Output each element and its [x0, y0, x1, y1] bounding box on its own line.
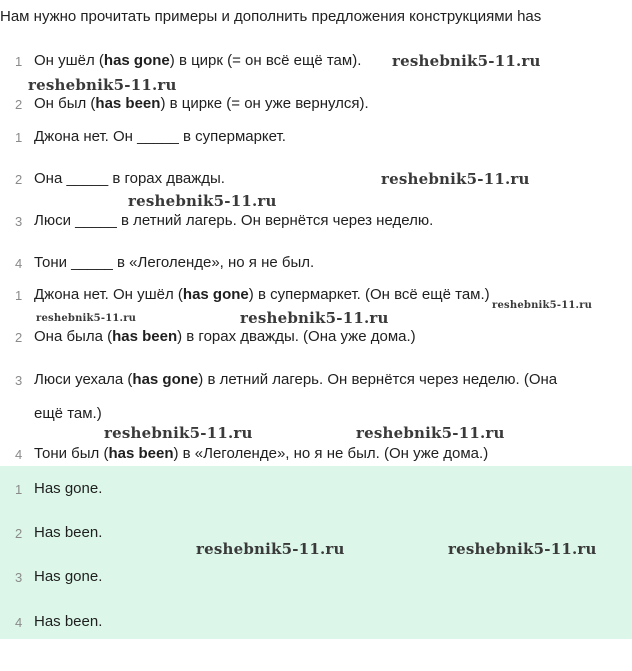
- answer-text: Has been.: [34, 613, 103, 630]
- task-text: Люси _____ в летний лагерь. Он вернётся через неделю.: [34, 212, 434, 229]
- example-number: 2: [15, 97, 23, 112]
- solution-text-continued: ещё там.): [34, 405, 102, 422]
- watermark: reshebnik5-11.ru: [492, 300, 593, 311]
- answer-text: Has gone.: [34, 568, 103, 585]
- solution-number: 2: [15, 330, 23, 345]
- watermark: reshebnik5-11.ru: [240, 309, 389, 327]
- task-text: Джона нет. Он _____ в супермаркет.: [34, 128, 286, 145]
- solution-text: Джона нет. Он ушёл (has gone) в супермаркет. (Он всё ещё там.): [34, 286, 490, 303]
- watermark: reshebnik5-11.ru: [356, 424, 505, 442]
- example-text: Он ушёл (has gone) в цирк (= он всё ещё там).: [34, 52, 362, 69]
- watermark: reshebnik5-11.ru: [196, 540, 345, 558]
- watermark: reshebnik5-11.ru: [128, 192, 277, 210]
- task-number: 3: [15, 214, 23, 229]
- solution-text: Она была (has been) в горах дважды. (Она уже дома.): [34, 328, 416, 345]
- answer-number: 2: [15, 526, 23, 541]
- example-number: 1: [15, 54, 23, 69]
- answer-number: 4: [15, 615, 23, 630]
- solution-text: Тони был (has been) в «Леголенде», но я не был. (Он уже дома.): [34, 445, 489, 462]
- task-text: Тони _____ в «Леголенде», но я не был.: [34, 254, 315, 271]
- solution-number: 3: [15, 373, 23, 388]
- watermark: reshebnik5-11.ru: [28, 76, 177, 94]
- solution-number: 4: [15, 447, 23, 462]
- intro-text: Нам нужно прочитать примеры и дополнить предложения конструкциями has: [0, 8, 542, 25]
- answer-text: Has been.: [34, 524, 103, 541]
- watermark: reshebnik5-11.ru: [392, 52, 541, 70]
- watermark: reshebnik5-11.ru: [448, 540, 597, 558]
- example-text: Он был (has been) в цирке (= он уже вернулся).: [34, 95, 369, 112]
- task-text: Она _____ в горах дважды.: [34, 170, 225, 187]
- solution-text: Люси уехала (has gone) в летний лагерь. Он вернётся через неделю. (Она: [34, 371, 558, 388]
- answer-text: Has gone.: [34, 480, 103, 497]
- answer-number: 3: [15, 570, 23, 585]
- answer-number: 1: [15, 482, 23, 497]
- task-number: 4: [15, 256, 23, 271]
- task-number: 2: [15, 172, 23, 187]
- watermark: reshebnik5-11.ru: [36, 313, 137, 324]
- watermark: reshebnik5-11.ru: [104, 424, 253, 442]
- solution-number: 1: [15, 288, 23, 303]
- watermark: reshebnik5-11.ru: [381, 170, 530, 188]
- task-number: 1: [15, 130, 23, 145]
